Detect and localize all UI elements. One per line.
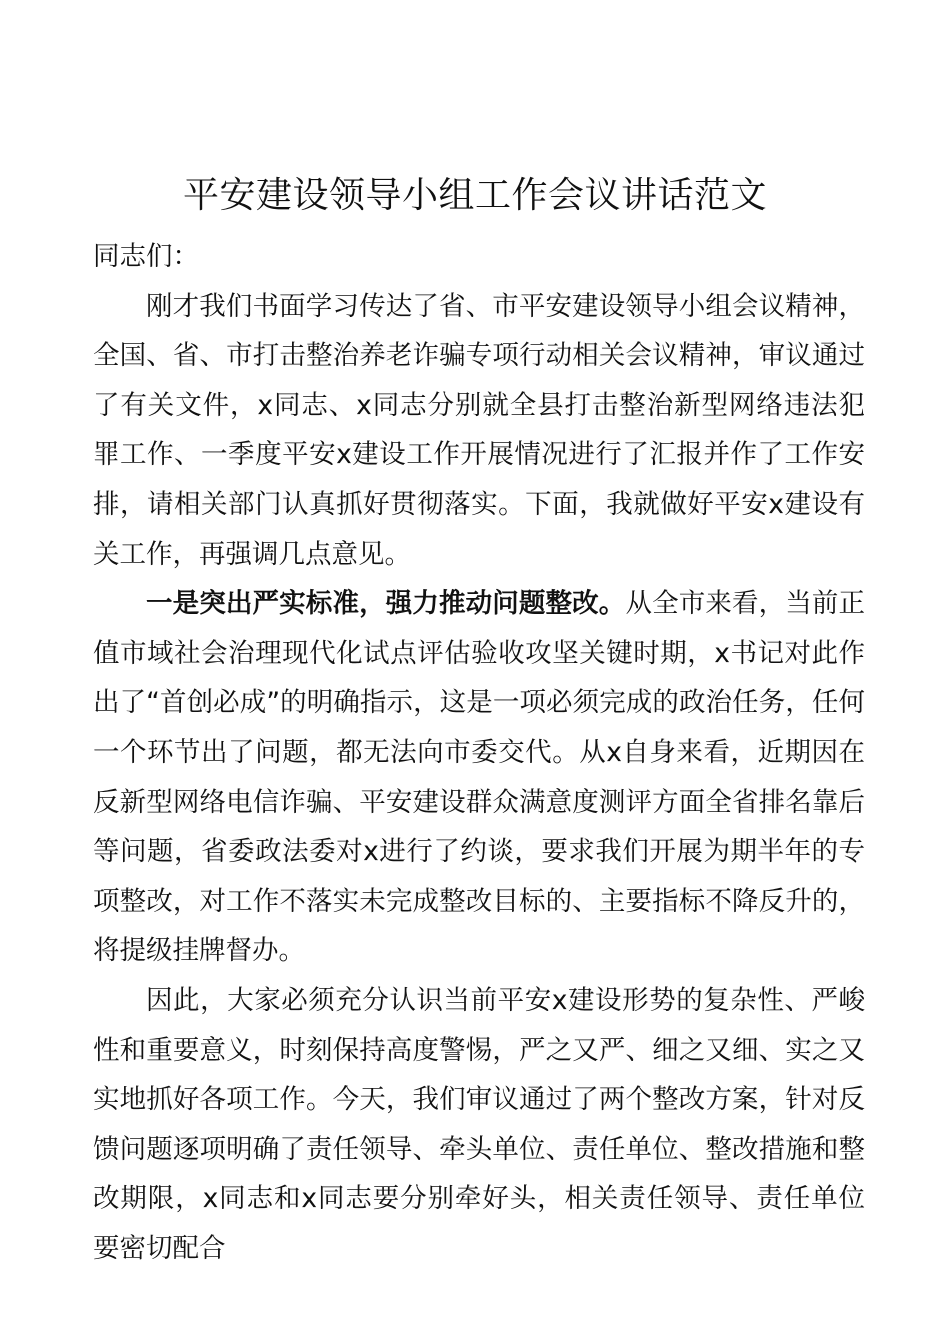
paragraph-2: [93, 579, 865, 976]
paragraph-3: [93, 976, 865, 1274]
paragraph-2-lead: 一是突出严实标准，强力推动问题整改。: [146, 588, 626, 620]
document-body: [93, 232, 865, 1273]
document-title: 平安建设领导小组工作会议讲话范文: [182, 175, 767, 216]
paragraph-3-text: 因此，大家必须充分认识当前平安x建设形势的复杂性、严峻性和重要意义，时刻保持高度警惕，严之又严、细之又细、实之又实地抓好各项工作。今天，我们审议通过了两个整改方案，针对反馈问题逐项明确了责任领导、牵头单位、责任单位、整改措施和整改期限，x同志和x同志要分别牵好头，相关责任领导、责任单位要密切配合: [93, 984, 865, 1264]
salutation: 同志们：: [93, 241, 199, 272]
paragraph-2-text: 从全市来看，当前正值市域社会治理现代化试点评估验收攻坚关键时期，x书记对此作出了“首创必成”的明确指示，这是一项必须完成的政治任务，任何一个环节出了问题，都无法向市委交代。从x自身来看，近期因在反新型网络电信诈骗、平安建设群众满意度测评方面全省排名靠后等问题，省委政法委对x进行了约谈，要求我们开展为期半年的专项整改，对工作不落实未完成整改目标的、主要指标不降反升的，将提级挂牌督办。: [93, 588, 866, 967]
paragraph-1: [93, 282, 865, 580]
paragraph-1-text: 刚才我们书面学习传达了省、市平安建设领导小组会议精神，全国、省、市打击整治养老诈骗专项行动相关会议精神，审议通过了有关文件，x同志、x同志分别就全县打击整治新型网络违法犯罪工作、一季度平安x建设工作开展情况进行了汇报并作了工作安排，请相关部门认真抓好贯彻落实。下面，我就做好平安x建设有关工作，再强调几点意见。: [93, 290, 865, 570]
